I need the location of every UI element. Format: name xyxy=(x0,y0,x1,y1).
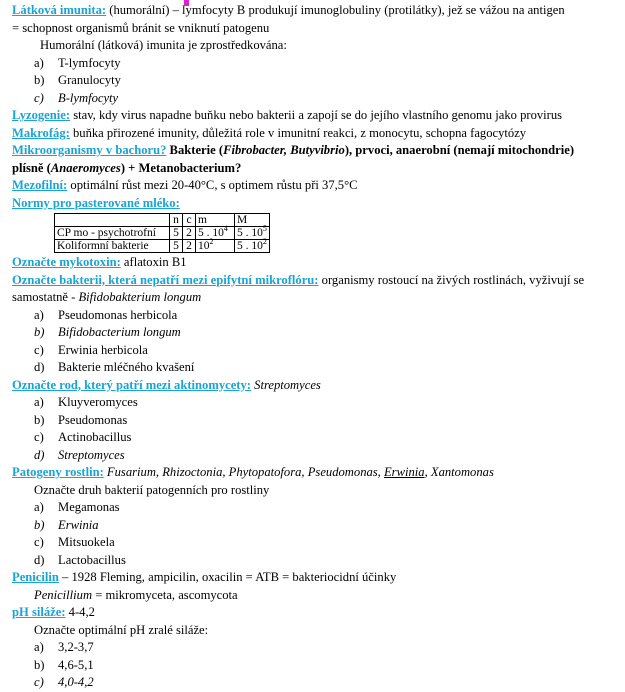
patogeny-question: Označte druh bakterií patogenních pro rostliny xyxy=(34,482,270,497)
term-mezofilni[interactable]: Mezofilní: xyxy=(12,178,68,192)
term-penicilin[interactable]: Penicilin xyxy=(12,570,59,584)
norms-table xyxy=(54,213,270,253)
patogeny-option-b: b) Erwinia xyxy=(34,517,99,532)
patogeny-option-a: a) Megamonas xyxy=(34,500,120,514)
penicilin-line-2: Penicillium = mikromyceta, ascomycota xyxy=(34,587,238,602)
document-page xyxy=(12,2,617,692)
rod-option-a: a) Kluyveromyces xyxy=(34,395,138,409)
latkova-line-2: = schopnost organismů bránit se vniknutí patogenu xyxy=(12,20,270,35)
mykotoxin-line: Označte mykotoxin: aflatoxin B1 xyxy=(12,255,187,269)
bakterie-option-a: a) Pseudomonas herbicola xyxy=(34,307,178,322)
term-lyzogenie[interactable]: Lyzogenie: xyxy=(12,108,71,122)
normy-line xyxy=(12,195,617,213)
patogeny-option-c: c) Mitsuokela xyxy=(34,535,115,549)
mikroorganismy-line-2: plísně (Anaeromyces) + Metanobacterium? xyxy=(12,160,242,175)
makrofag-line: Makrofág: buňka přirozené imunity, důležitá role v imunitní reakci, z monocytu, schopna fagocytózy xyxy=(12,125,527,140)
latkova-line-1 xyxy=(12,2,617,20)
ph-question: Označte optimální pH zralé siláže: xyxy=(34,622,209,637)
ph-option-a: a) 3,2-3,7 xyxy=(34,640,94,654)
norms-row-koliform: Koliformní bakterie 5 2 $10^2$ 5 . $10^2$ xyxy=(55,240,270,253)
latkova-option-b: b) Granulocyty xyxy=(34,73,121,87)
bakterie-line-1: Označte bakterii, která nepatří mezi epifytní mikroflóru: organismy rostoucí na živých rostlinách, vyživují se xyxy=(12,272,585,287)
bakterie-option-c: c) Erwinia herbicola xyxy=(34,342,148,357)
ph-line: pH siláže: 4-4,2 xyxy=(12,605,95,619)
latkova-option-a: a) T-lymfocyty xyxy=(34,55,121,70)
rod-option-b: b) Pseudomonas xyxy=(34,412,128,427)
penicilin-line-1: Penicilin – 1928 Fleming, ampicilin, oxacilin = ATB = bakteriocidní účinky xyxy=(12,570,397,584)
rod-option-c: c) Actinobacillus xyxy=(34,430,132,444)
mezofilni-line: Mezofilní: optimální růst mezi 20-40°C, s optimem růstu při 37,5°C xyxy=(12,178,358,192)
term-bakterie[interactable]: Označte bakterii, která nepatří mezi epifytní mikroflóru: xyxy=(12,272,319,287)
term-mikroorganismy[interactable]: Mikroorganismy v bachoru? xyxy=(12,143,167,157)
latkova-question: Humorální (látková) imunita je zprostředkována: xyxy=(40,38,287,52)
term-rod[interactable]: Označte rod, který patří mezi aktinomycety: xyxy=(12,377,251,392)
term-normy[interactable]: Normy pro pasterované mléko: xyxy=(12,195,180,210)
norms-header-row: n c m M xyxy=(55,214,270,227)
ph-option-b: b) 4,6-5,1 xyxy=(34,657,94,672)
mikroorganismy-line-1: Mikroorganismy v bachoru? Bakterie (Fibrobacter, Butyvibrio), prvoci, anaerobní (nemají mitochondrie) xyxy=(12,143,575,157)
ph-option-c: c) 4,0-4,2 xyxy=(34,675,94,689)
term-makrofag[interactable]: Makrofág: xyxy=(12,125,70,140)
bakterie-option-d: d) Bakterie mléčného kvašení xyxy=(34,360,195,374)
patogeny-line: Patogeny rostlin: Fusarium, Rhizoctonia, Phytopatofora, Pseudomonas, Erwinia, Xantomonas xyxy=(12,465,494,479)
patogeny-option-d: d) Lactobacillus xyxy=(34,552,126,567)
bakterie-option-b: b) Bifidobacterium longum xyxy=(34,325,181,339)
term-latkova-imunita[interactable]: Látková imunita: xyxy=(12,3,107,17)
rod-line: Označte rod, který patří mezi aktinomycety: Streptomyces xyxy=(12,377,321,392)
latkova-text-1: (humorální) – lymfocyty B produkují imunoglobuliny (protilátky), jež se vážou na antigen xyxy=(106,3,565,17)
norms-row-cp: CP mo - psychotrofní 5 2 5 . $10^4$ 5 . $10^5$ xyxy=(55,227,270,240)
term-mykotoxin[interactable]: Označte mykotoxin: xyxy=(12,255,121,269)
term-patogeny[interactable]: Patogeny rostlin: xyxy=(12,465,104,479)
rod-option-d: d) Streptomyces xyxy=(34,447,125,462)
latkova-option-c: c) B-lymfocyty xyxy=(34,90,119,105)
term-ph-silaze[interactable]: pH siláže: xyxy=(12,605,66,619)
lyzogenie-line: Lyzogenie: stav, kdy virus napadne buňku nebo bakterii a zapojí se do jejího vlastního genomu jako provirus xyxy=(12,108,563,122)
bakterie-line-2: samostatně - Bifidobakterium longum xyxy=(12,290,202,304)
